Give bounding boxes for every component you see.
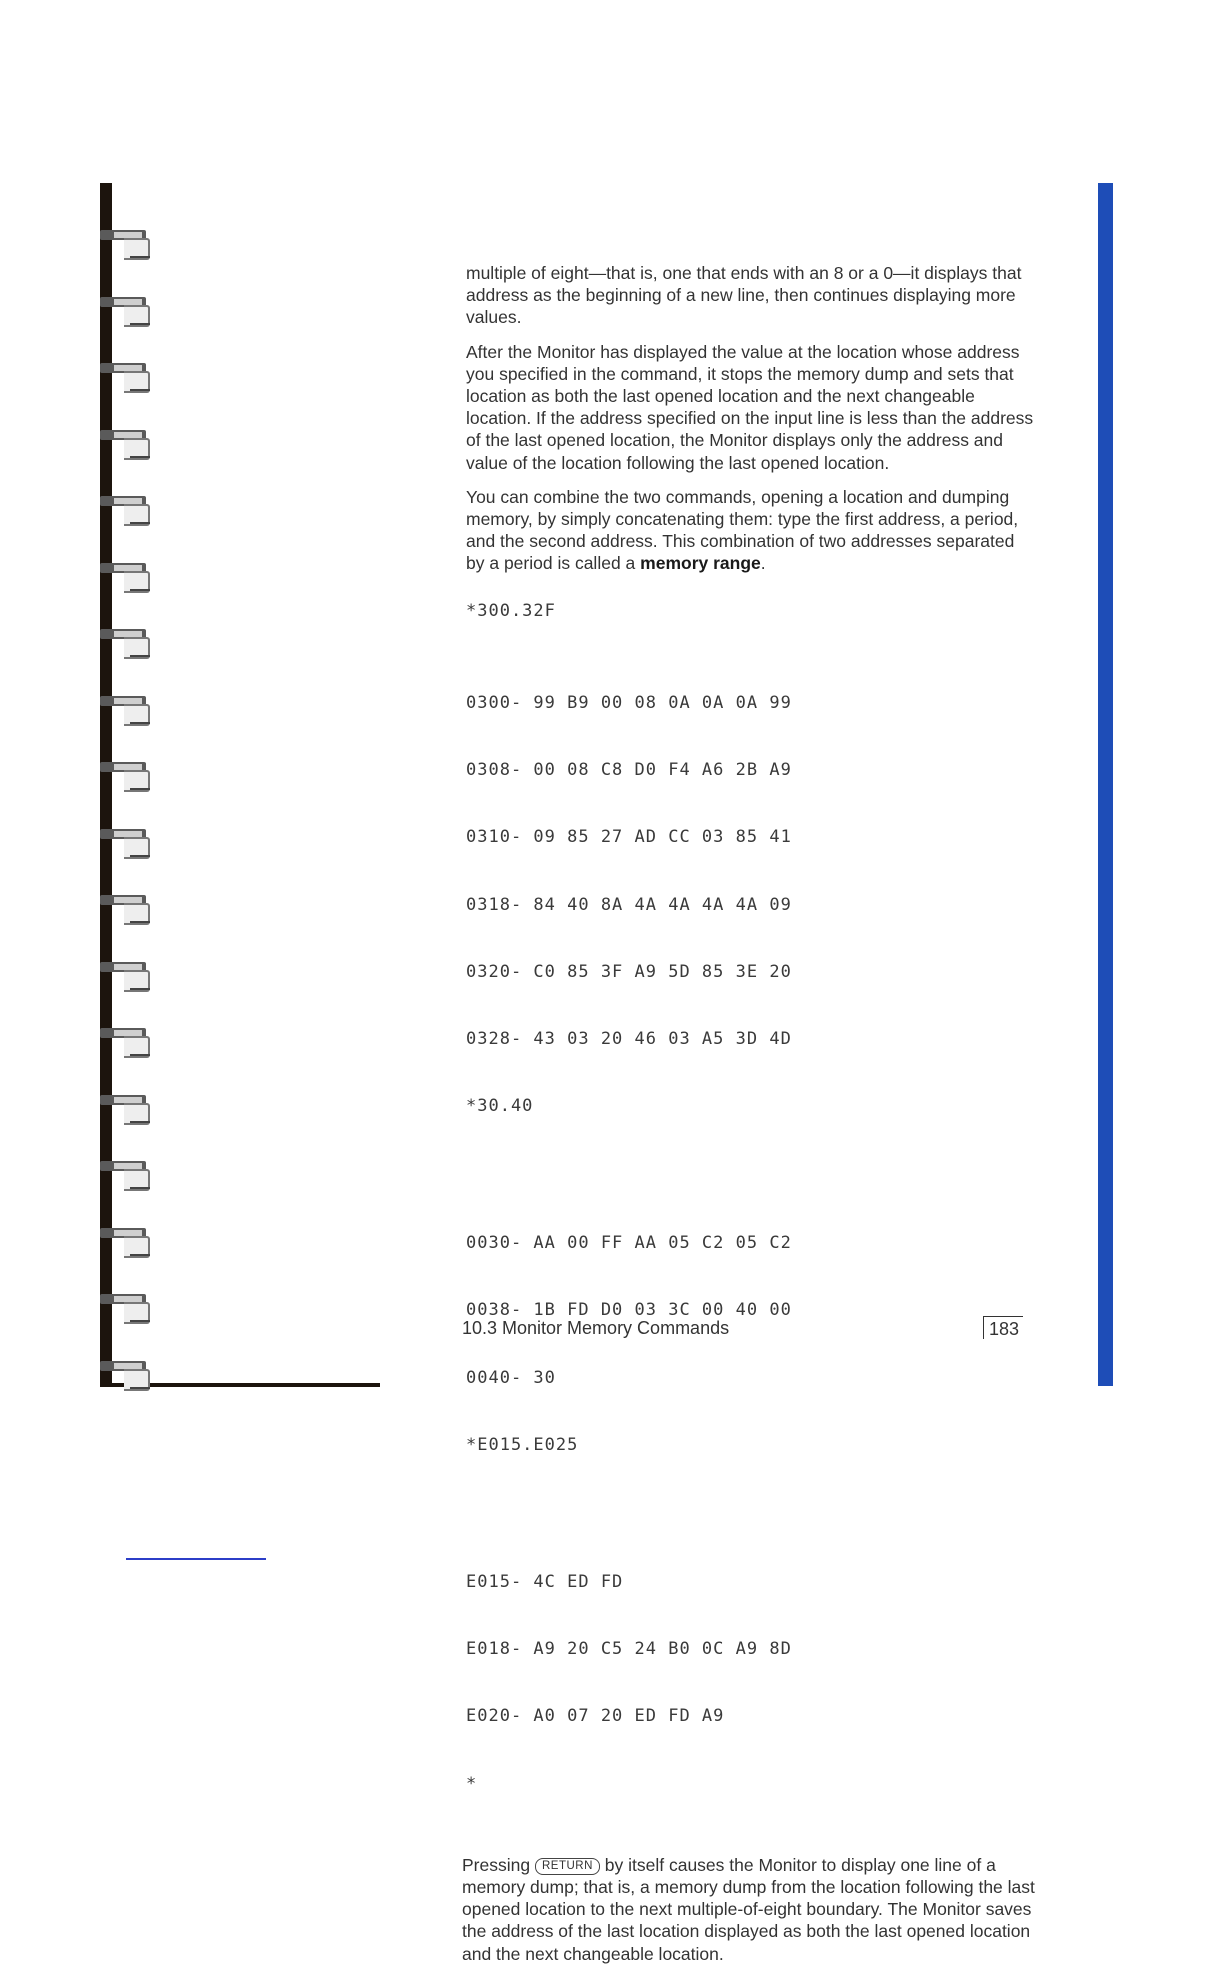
memory-range-term: memory range xyxy=(640,553,761,574)
dump-line: 0300- 99 B9 00 08 0A 0A 0A 99 xyxy=(466,692,792,713)
page-content xyxy=(462,262,1036,1977)
binding-ring xyxy=(100,692,152,728)
paragraph-4-start: Pressing xyxy=(462,1854,531,1875)
footer-section-title: 10.3 Monitor Memory Commands xyxy=(462,1318,730,1338)
dump-line: 0040- 30 xyxy=(466,1367,556,1388)
dump-line: E018- A9 20 C5 24 B0 0C A9 8D xyxy=(466,1639,792,1660)
binding-ring xyxy=(100,1091,152,1127)
binding-ring xyxy=(100,1157,152,1193)
dump-line: 0320- C0 85 3F A9 5D 85 3E 20 xyxy=(466,961,792,982)
binding-ring xyxy=(100,293,152,329)
command-line-2: *30.40 xyxy=(466,1096,534,1117)
paragraph-3 xyxy=(466,486,1036,575)
paragraph-3-end: . xyxy=(760,553,766,574)
scan-underline xyxy=(126,1558,266,1560)
paragraph-3-text: You can combine the two commands, opening a location and dumping memory, by simply concatenating them: type the first address, a period, and the second address. This combination of two addresses separated by a period is called a xyxy=(466,486,1019,574)
memory-dump-1 xyxy=(466,647,1036,1162)
paragraph-4-text: by itself causes the Monitor to display one line of a memory dump; that is, a memory dump from the location following the last opened location to the next multiple-of-eight boundary. The Monitor saves the address of the last location displayed as both the last opened location and the next changeable location. xyxy=(462,1854,1035,1964)
dump-line: E020- A0 07 20 ED FD A9 xyxy=(466,1706,725,1727)
dump-line: 0038- 1B FD D0 03 3C 00 40 00 xyxy=(466,1300,792,1321)
return-key: RETURN xyxy=(535,1858,600,1875)
monitor-prompt: * xyxy=(466,1773,478,1794)
binding-ring xyxy=(100,625,152,661)
command-line-3: *E015.E025 xyxy=(466,1434,579,1455)
binding-ring xyxy=(100,426,152,462)
page-number: 183 xyxy=(983,1316,1023,1339)
memory-dump-3 xyxy=(466,1526,1036,1840)
binding-ring xyxy=(100,891,152,927)
binding-ring xyxy=(100,492,152,528)
command-line-1: *300.32F xyxy=(466,600,556,621)
binding-ring xyxy=(100,1224,152,1260)
paragraph-4 xyxy=(462,1854,1036,1965)
binding-ring xyxy=(100,1024,152,1060)
binding-ring xyxy=(100,226,152,262)
dump-line: E015- 4C ED FD xyxy=(466,1571,624,1592)
page-edge-tab xyxy=(1098,183,1113,1386)
memory-dump-2 xyxy=(466,1187,1036,1501)
dump-line: 0318- 84 40 8A 4A 4A 4A 4A 09 xyxy=(466,894,792,915)
dump-line: 0328- 43 03 20 46 03 A5 3D 4D xyxy=(466,1028,792,1049)
paragraph-2: After the Monitor has displayed the value at the location whose address you specified in the command, it stops the memory dump and sets that location as both the last opened location and the next changeable location. If the address specified on the input line is less than the address of the last opened location, the Monitor displays only the address and value of the location following the last opened location. xyxy=(466,341,1034,473)
binding-ring xyxy=(100,359,152,395)
binding-ring xyxy=(100,958,152,994)
binding-ring xyxy=(100,1357,152,1393)
dump-line: 0308- 00 08 C8 D0 F4 A6 2B A9 xyxy=(466,760,792,781)
dump-line: 0030- AA 00 FF AA 05 C2 05 C2 xyxy=(466,1233,792,1254)
binding-ring xyxy=(100,758,152,794)
paragraph-1: multiple of eight—that is, one that ends with an 8 or a 0—it displays that address as the beginning of a new line, then continues displaying more values. xyxy=(466,263,1022,328)
binding-ring xyxy=(100,825,152,861)
dump-line: 0310- 09 85 27 AD CC 03 85 41 xyxy=(466,827,792,848)
binding-ring xyxy=(100,559,152,595)
binding-ring xyxy=(100,1290,152,1326)
